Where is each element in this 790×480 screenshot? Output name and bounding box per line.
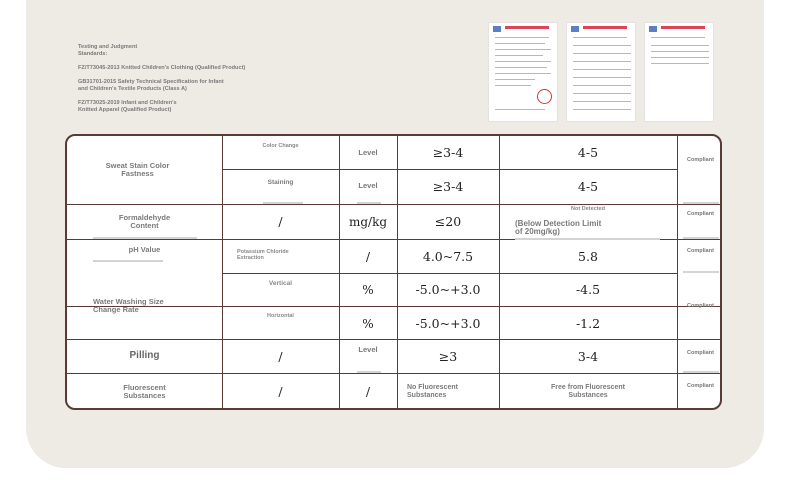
- verdict-compliant: Compliant: [687, 248, 714, 254]
- item-ph-value: pH Value: [128, 245, 161, 254]
- sub-item-cell: /: [278, 214, 283, 229]
- unit-cell: /: [365, 248, 371, 264]
- result-value: Free from Fluorescent Substances: [551, 384, 625, 399]
- unit-cell: Level: [358, 147, 378, 157]
- sub-item-staining: Staining: [267, 179, 294, 186]
- unit-cell: Level: [358, 345, 378, 354]
- sub-item-cell: Potassium Chloride Extraction: [237, 249, 289, 261]
- standard-value: 4.0~7.5: [422, 248, 474, 264]
- test-report-image[interactable]: [488, 22, 558, 122]
- result-value: -4.5: [575, 282, 601, 297]
- result-value: 5.8: [578, 248, 598, 264]
- standard-value: ≥3: [438, 348, 458, 364]
- verdict-compliant: Compliant: [687, 383, 714, 389]
- test-results-table: [65, 134, 722, 410]
- sub-item-vertical: Vertical: [268, 280, 293, 287]
- standard-item: FZ/T73045-2013 Knitted Children's Clothing (Qualified Product): [78, 65, 246, 71]
- sub-item-cell: /: [278, 348, 283, 364]
- item-water-washing: Water Washing Size Change Rate: [93, 297, 164, 314]
- item-fluorescent: Fluorescent Substances: [123, 382, 166, 400]
- sub-item-horizontal: Horizontal: [267, 313, 294, 319]
- unit-cell: %: [362, 282, 374, 297]
- unit-cell: /: [365, 384, 371, 399]
- standard-value: No Fluorescent Substances: [407, 384, 458, 399]
- unit-cell: %: [362, 316, 374, 331]
- result-value: 3-4: [577, 348, 599, 364]
- item-sweat-stain: Sweat Stain Color Fastness: [105, 161, 170, 178]
- standard-value: -5.0~+3.0: [415, 316, 481, 331]
- standard-value: -5.0~+3.0: [415, 282, 481, 297]
- result-value: -1.2: [575, 316, 601, 331]
- test-report-image[interactable]: [644, 22, 714, 122]
- result-value: (Below Detection Limit of 20mg/kg): [515, 219, 602, 236]
- standard-value: ≤20: [434, 214, 462, 229]
- standards-heading: Testing and Judgment Standards:: [78, 44, 138, 57]
- standard-item: FZ/T73025-2019 Infant and Children's Knitted Apparel (Qualified Product): [78, 100, 177, 113]
- result-value: 4-5: [577, 179, 599, 194]
- verdict-compliant: Compliant: [687, 350, 714, 356]
- unit-cell: Level: [358, 180, 378, 190]
- item-formaldehyde: Formaldehyde Content: [118, 212, 171, 230]
- item-pilling: Pilling: [129, 350, 160, 361]
- sub-item-color-change: Color Change: [262, 143, 299, 149]
- result-value: 4-5: [577, 145, 599, 160]
- standards-block: [78, 44, 378, 121]
- verdict-compliant: Compliant: [687, 157, 714, 163]
- standard-item: GB31701-2015 Safety Technical Specification for Infant and Children's Textile Products (Class A): [78, 79, 224, 92]
- seal-stamp-icon: [537, 89, 552, 104]
- result-note: Not Detected: [571, 206, 605, 212]
- standard-value: ≥3-4: [432, 179, 464, 194]
- verdict-compliant: Compliant: [687, 303, 714, 309]
- standard-value: ≥3-4: [432, 145, 464, 160]
- test-report-image[interactable]: [566, 22, 636, 122]
- unit-cell: mg/kg: [348, 214, 388, 229]
- sub-item-cell: /: [278, 384, 283, 399]
- test-report-thumbnails: [488, 22, 718, 122]
- verdict-compliant: Compliant: [687, 211, 714, 217]
